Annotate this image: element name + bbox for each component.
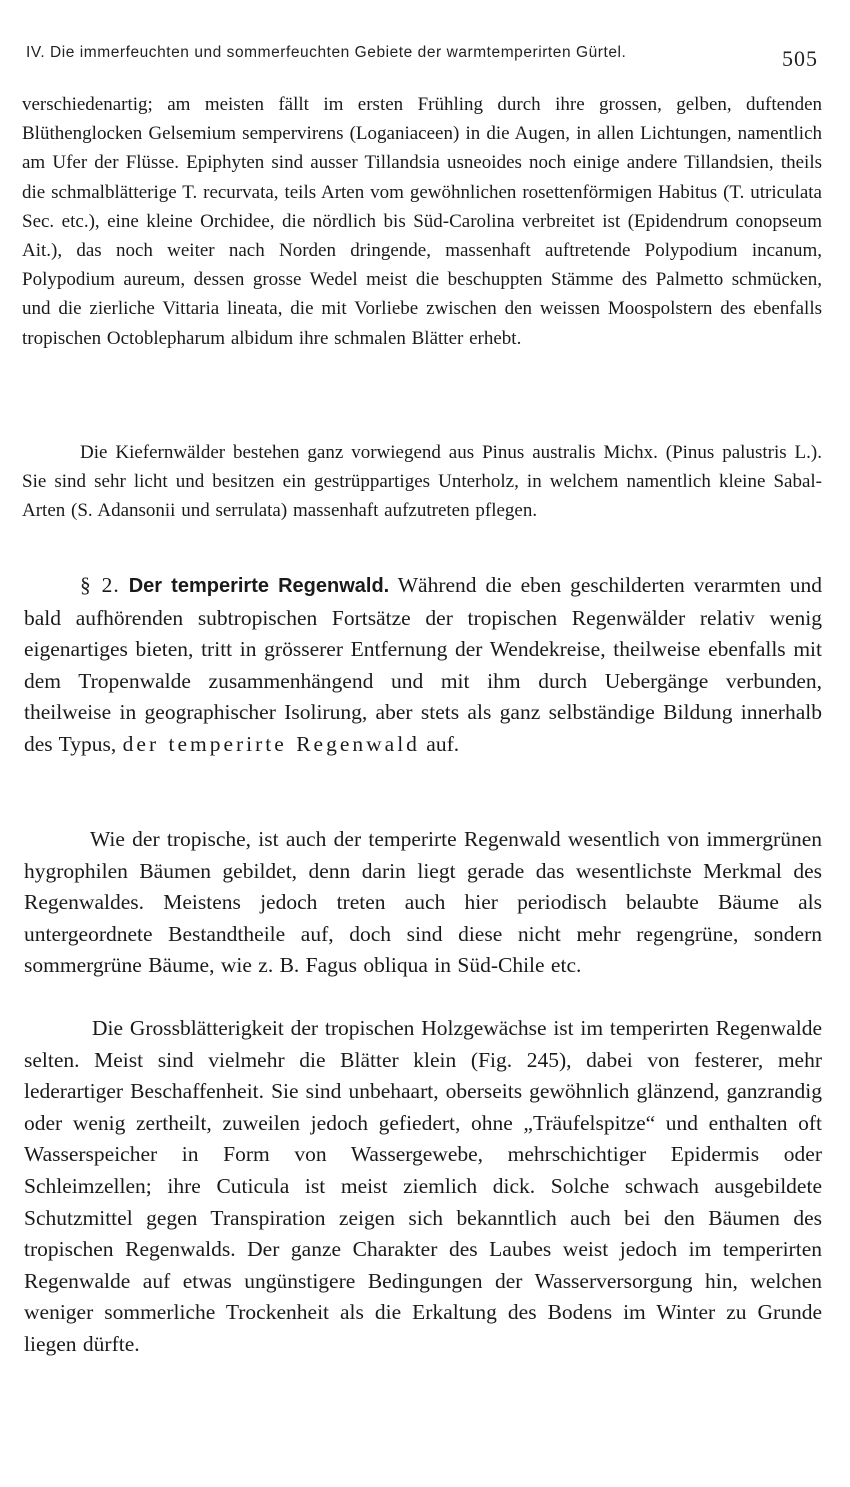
- page-number: 505: [782, 46, 818, 71]
- paragraph-epiphytes: verschiedenartig; am meisten fällt im ersten Frühling durch ihre grossen, gelben, duftenden Blüthenglocken Gelsemium sempervirens (Loganiaceen) in die Augen, in allen Lichtungen, namentlich am Ufer der Flüsse. Epiphyten sind ausser Tillandsia usneoides noch einige andere Tillandsien, theils die schmalblätterige T. recurvata, teils Arten vom gewöhnlichen rosettenförmigen Habitus (T. utriculata Sec. etc.), eine kleine Orchidee, die nördlich bis Süd-Carolina verbreitet ist (Epidendrum conopseum Ait.), das noch weiter nach Norden dringende, massenhaft auftretende Polypodium incanum, Polypodium aureum, dessen grosse Wedel meist die beschuppten Stämme des Palmetto schmücken, und die zierliche Vittaria lineata, die mit Vorliebe zwischen den weissen Moospolstern des ebenfalls tropischen Octoblepharum albidum ihre schmalen Blätter erhebt.: [22, 94, 822, 349]
- section-2-paragraph: [24, 570, 822, 761]
- running-header-title: IV. Die immerfeuchten und sommerfeuchten Gebiete der warmtemperirten Gürtel.: [26, 44, 627, 61]
- paragraph-pine-forests: Die Kiefernwälder bestehen ganz vorwiegend aus Pinus australis Michx. (Pinus palustris L.). Sie sind sehr licht und besitzen ein gestrüppartiges Unterholz, in welchem namentlich kleine Sabal-Arten (S. Adansonii und serrulata) massenhaft aufzutreten pflegen.: [22, 442, 822, 522]
- section-intro-text: Während die eben geschilderten verarmten und bald aufhörenden subtropischen Fortsätze der tropischen Regenwälder relativ wenig eigenartiges bieten, tritt in grösserer Entfernung der Wendekreise, theilweise ebenfalls mit dem Tropenwalde zusammenhängend und mit ihm durch Uebergänge verbunden, theilweise in geographischer Isolirung, aber stets als ganz selbständige Bildung innerhalb des Typus,: [24, 573, 822, 756]
- paragraph-tree-composition: Wie der tropische, ist auch der temperirte Regenwald wesentlich von immergrünen hygrophilen Bäumen gebildet, denn darin liegt gerade das wesentlichste Merkmal des Regenwaldes. Meistens jedoch treten auch hier periodisch belaubte Bäume als untergeordnete Bestandtheile auf, doch sind diese nicht mehr regengrüne, sondern sommergrüne Bäume, wie z. B. Fagus obliqua in Süd-Chile etc.: [24, 827, 822, 978]
- section-number: § 2.: [80, 573, 120, 597]
- spaced-emphasis-term: der temperirte Regenwald: [122, 731, 420, 756]
- running-header: [26, 40, 826, 80]
- section-heading: Der temperirte Regenwald.: [128, 575, 390, 597]
- paragraph-leaf-characteristics: Die Grossblätterigkeit der tropischen Holzgewächse ist im temperirten Regenwalde selten. Meist sind vielmehr die Blätter klein (Fig. 245), dabei von festerer, mehr lederartiger Beschaffenheit. Sie sind unbehaart, oberseits gewöhnlich glänzend, ganzrandig oder wenig zertheilt, zuweilen jedoch gefiedert, ohne „Träufelspitze“ und enthalten oft Wasserspeicher in Form von Wassergewebe, mehrschichtiger Epidermis oder Schleimzellen; ihre Cuticula ist meist ziemlich dick. Solche schwach ausgebildete Schutzmittel gegen Transpiration zeigen sich bekanntlich auch bei den Bäumen des tropischen Regenwalds. Der ganze Charakter des Laubes weist jedoch im temperirten Regenwalde auf etwas ungünstigere Bedingungen der Wasserversorgung hin, welchen weniger sommerliche Trockenheit als die Erkaltung des Bodens im Winter zu Grunde liegen dürfte.: [24, 1016, 822, 1356]
- section-intro-end: auf.: [426, 731, 460, 756]
